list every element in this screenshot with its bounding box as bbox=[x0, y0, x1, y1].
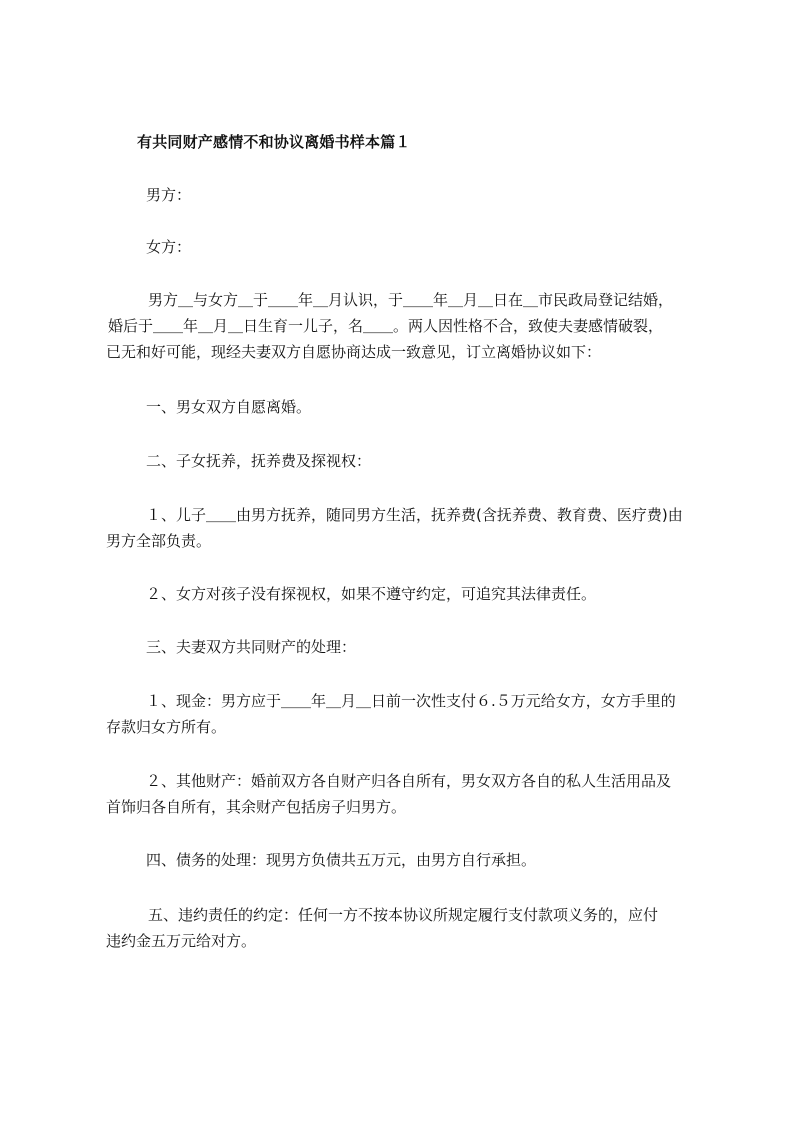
clause-5-line-2: 违约金五万元给对方。 bbox=[106, 932, 257, 950]
clause-3-item-1-line-2: 存款归女方所有。 bbox=[106, 718, 227, 736]
clause-2-item-1-line-2: 男方全部负责。 bbox=[106, 532, 212, 550]
clause-3-item-2-line-1: ２、其他财产：婚前双方各自财产归各自所有，男女双方各自的私人生活用品及 bbox=[146, 772, 672, 790]
clause-2-heading: 二、子女抚养，抚养费及探视权： bbox=[146, 452, 372, 470]
male-party-label: 男方： bbox=[146, 186, 192, 204]
female-party-label: 女方： bbox=[146, 238, 192, 256]
clause-5-line-1: 五、违约责任的约定：任何一方不按本协议所规定履行支付款项义务的，应付 bbox=[148, 906, 659, 924]
clause-3-heading: 三、夫妻双方共同财产的处理： bbox=[146, 638, 357, 656]
clause-4: 四、债务的处理：现男方负债共五万元，由男方自行承担。 bbox=[146, 851, 537, 869]
intro-line-2: 婚后于＿＿年＿月＿日生育一儿子，名＿＿。两人因性格不合，致使夫妻感情破裂， bbox=[108, 317, 664, 335]
clause-3-item-1-line-1: １、现金：男方应于＿＿年＿月＿日前一次性支付６.５万元给女方，女方手里的 bbox=[146, 692, 676, 710]
intro-line-1: 男方＿与女方＿于＿＿年＿月认识，于＿＿年＿月＿日在＿市民政局登记结婚， bbox=[148, 291, 674, 309]
clause-3-item-2-line-2: 首饰归各自所有，其余财产包括房子归男方。 bbox=[106, 798, 407, 816]
clause-2-item-2: ２、女方对孩子没有探视权，如果不遵守约定，可追究其法律责任。 bbox=[146, 585, 597, 603]
clause-2-item-1-line-1: １、儿子＿＿由男方抚养，随同男方生活，抚养费(含抚养费、教育费、医疗费)由 bbox=[146, 506, 683, 524]
document-title: 有共同财产感情不和协议离婚书样本篇１ bbox=[137, 133, 411, 151]
clause-1: 一、男女双方自愿离婚。 bbox=[146, 398, 312, 416]
intro-line-3: 已无和好可能，现经夫妻双方自愿协商达成一致意见，订立离婚协议如下： bbox=[106, 343, 602, 361]
